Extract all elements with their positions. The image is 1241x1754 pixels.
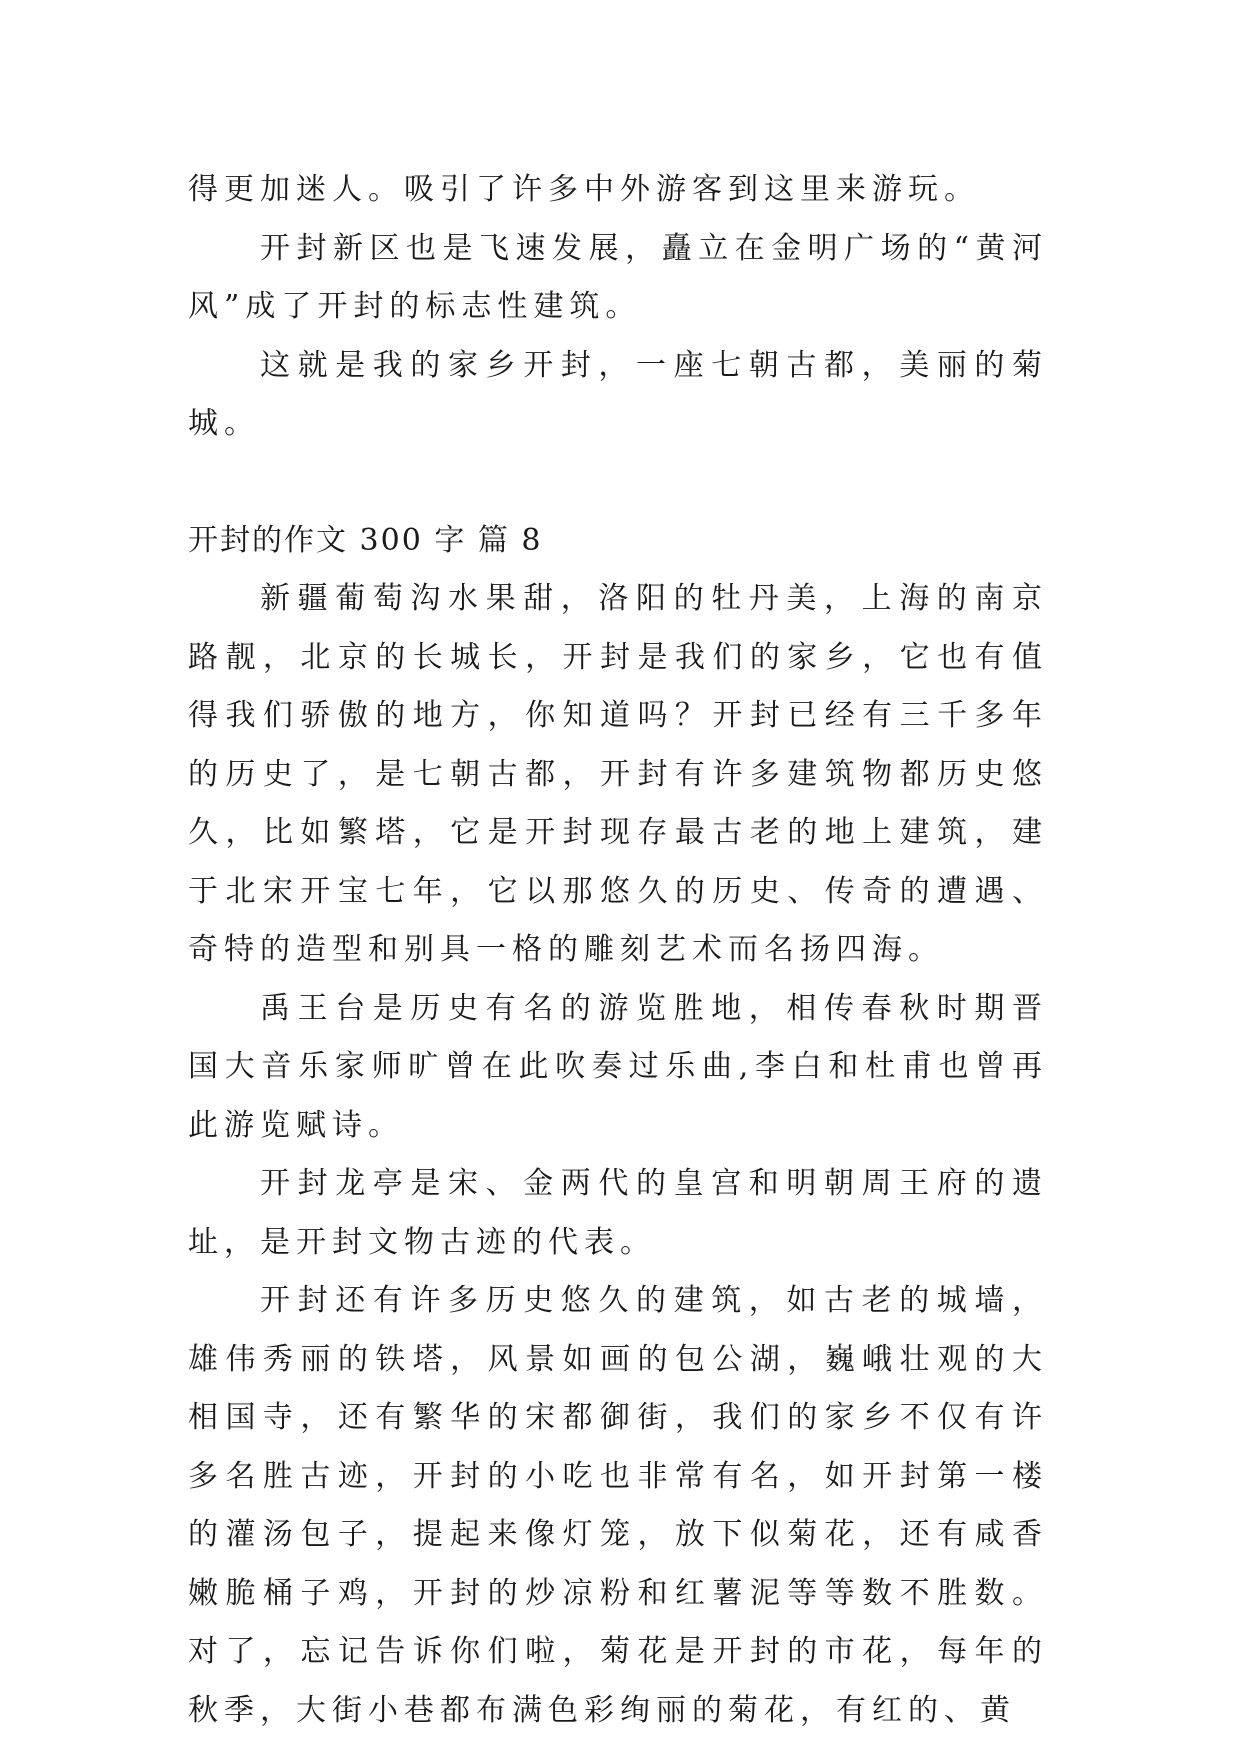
paragraph-continuation: 得更加迷人。吸引了许多中外游客到这里来游玩。 [188,172,980,207]
section-heading: 开封的作文 300 字 篇 8 [188,522,543,558]
paragraph-yuwangtai: 禹王台是历史有名的游览胜地，相传春秋时期晋国大音乐家师旷曾在此吹奏过乐曲,李白和杜甫也曾再此游览赋诗。 [188,990,1048,1143]
paragraph-longting: 开封龙亭是宋、金两代的皇宫和明朝周王府的遗址，是开封文物古迹的代表。 [188,1166,1048,1260]
paragraph-landmarks-food: 开封还有许多历史悠久的建筑，如古老的城墙，雄伟秀丽的铁塔，风景如画的包公湖，巍峨壮观的大相国寺，还有繁华的宋都御街，我们的家乡不仅有许多名胜古迹，开封的小吃也非常有名，如开封第一楼的灌汤包子，提起来像灯笼，放下似菊花，还有咸香嫩脆桶子鸡，开封的炒凉粉和红薯泥等等数不胜数。对了，忘记告诉你们啦，菊花是开封的市花，每年的秋季，大街小巷都布满色彩绚丽的菊花，有红的、黄 [188,1283,1048,1728]
paragraph-new-district: 开封新区也是飞速发展，矗立在金明广场的“黄河风”成了开封的标志性建筑。 [188,230,1048,324]
paragraph-intro: 新疆葡萄沟水果甜，洛阳的牡丹美，上海的南京路靓，北京的长城长，开封是我们的家乡，它也有值得我们骄傲的地方，你知道吗？开封已经有三千多年的历史了，是七朝古都，开封有许多建筑物都历史悠久，比如繁塔，它是开封现存最古老的地上建筑，建于北宋开宝七年，它以那悠久的历史、传奇的遭遇、奇特的造型和别具一格的雕刻艺术而名扬四海。 [188,581,1048,967]
document-body [188,161,1048,1740]
paragraph-conclusion: 这就是我的家乡开封，一座七朝古都，美丽的菊城。 [188,347,1048,441]
section-gap [188,454,1048,512]
